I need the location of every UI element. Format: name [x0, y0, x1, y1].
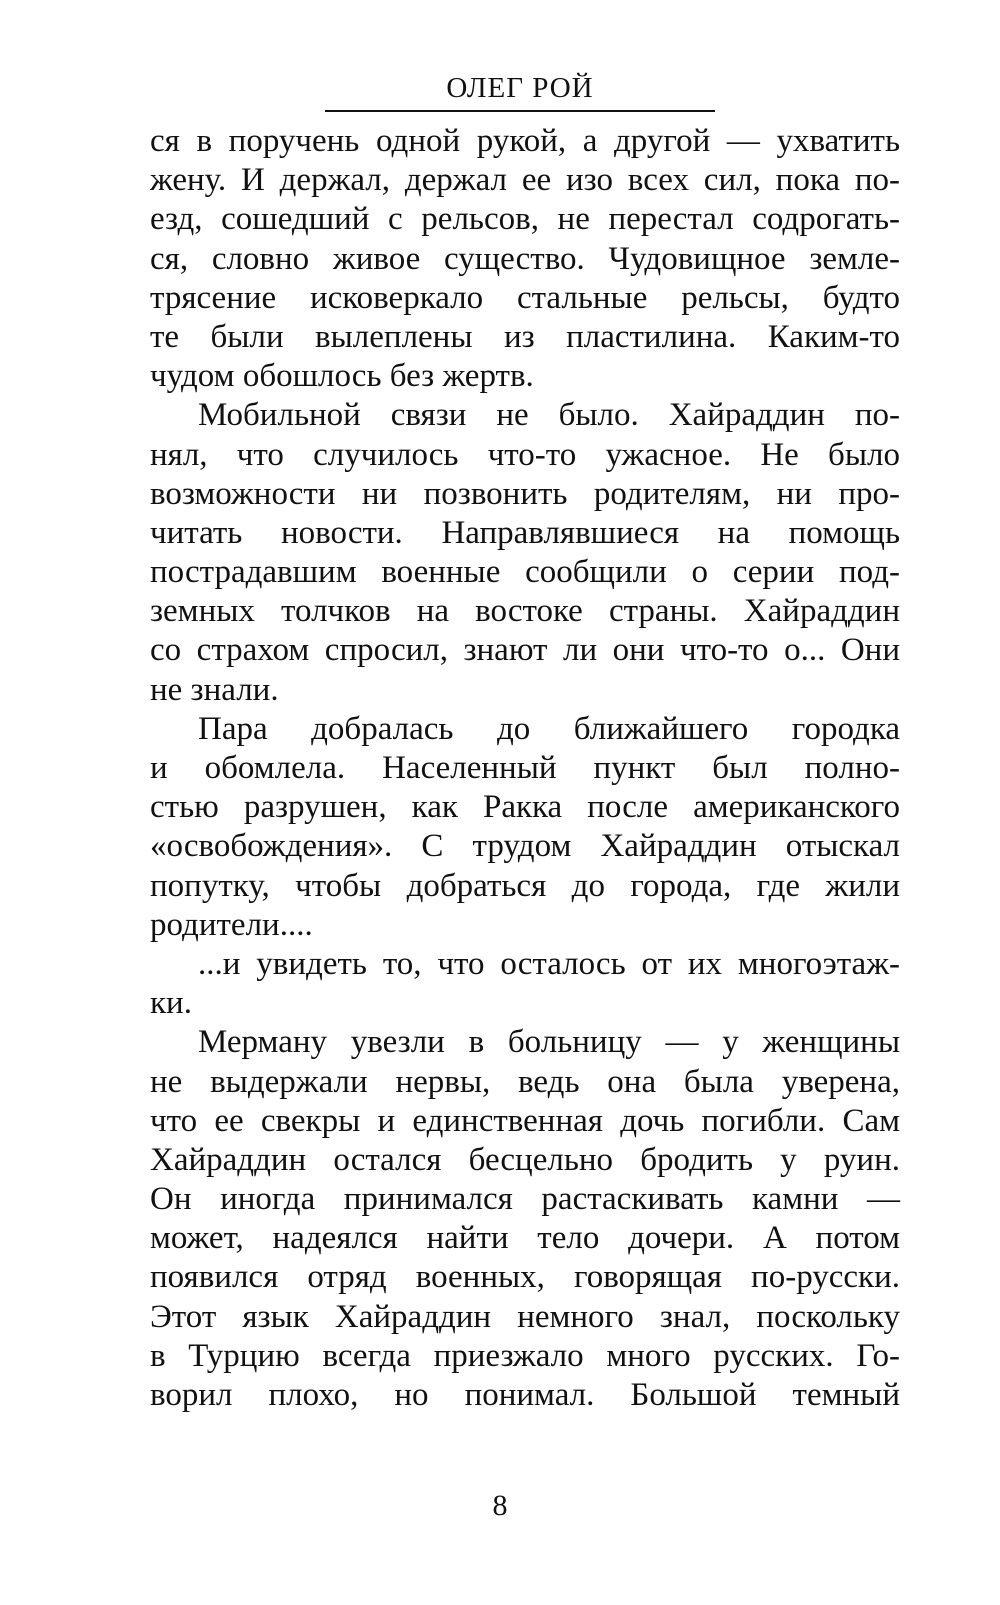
- text-line: «освобождения». С трудом Хайраддин отыскал: [150, 828, 900, 865]
- header-rule: [325, 110, 715, 112]
- text-line: ...и увидеть то, что осталось от их многоэтаж-: [198, 945, 900, 982]
- text-line: может, надеялся найти тело дочери. А потом: [150, 1220, 900, 1257]
- text-line: ворил плохо, но понимал. Большой темный: [150, 1377, 900, 1413]
- text-line: ся, словно живое существо. Чудовищное земле-: [150, 240, 900, 277]
- text-line: в Турцию всегда приезжало много русских. Го-: [150, 1337, 900, 1374]
- text-line: Хайраддин остался бесцельно бродить у руин.: [150, 1141, 900, 1178]
- text-line: Он иногда принимался растаскивать камни —: [150, 1181, 900, 1218]
- text-line: попутку, чтобы добраться до города, где жили: [150, 867, 900, 904]
- page-number: 8: [492, 1489, 508, 1522]
- text-line: читать новости. Направлявшиеся на помощь: [150, 514, 900, 551]
- text-line: Мобильной связи не было. Хайраддин по-: [198, 397, 900, 434]
- body-text: [150, 122, 900, 1415]
- text-line: ся в поручень одной рукой, а другой — ухватить: [150, 123, 900, 159]
- text-line: не выдержали нервы, ведь она была уверена,: [150, 1063, 900, 1100]
- text-line: езд, сошедший с рельсов, не перестал содрогать-: [150, 201, 900, 238]
- text-line: со страхом спросил, знают ли они что-то о... Они: [150, 632, 900, 669]
- text-line: чудом обошлось без жертв.: [150, 358, 534, 395]
- text-line: жену. И держал, держал ее изо всех сил, пока по-: [150, 162, 900, 199]
- text-line: трясение исковеркало стальные рельсы, будто: [150, 279, 900, 316]
- text-line: не знали.: [150, 671, 279, 708]
- text-line: пострадавшим военные сообщили о серии под-: [150, 554, 900, 591]
- text-line: Пара добралась до ближайшего городка: [198, 710, 900, 747]
- text-line: ки.: [150, 985, 192, 1022]
- text-line: Этот язык Хайраддин немного знал, поскольку: [150, 1298, 900, 1335]
- text-line: что ее свекры и единственная дочь погибли. Сам: [150, 1102, 900, 1139]
- text-line: появился отряд военных, говорящая по-русски.: [150, 1259, 900, 1296]
- text-line: земных толчков на востоке страны. Хайраддин: [150, 593, 900, 630]
- text-line: стью разрушен, как Ракка после американского: [150, 789, 900, 826]
- text-line: и обомлела. Населенный пункт был полно-: [150, 750, 900, 786]
- running-head-author: ОЛЕГ РОЙ: [446, 72, 594, 104]
- text-line: родители....: [150, 906, 313, 943]
- text-line: те были вылеплены из пластилина. Каким-то: [150, 318, 900, 355]
- text-line: нял, что случилось что-то ужасное. Не было: [150, 436, 900, 473]
- text-line: Мерману увезли в больницу — у женщины: [198, 1024, 900, 1061]
- text-line: возможности ни позвонить родителям, ни про-: [150, 475, 900, 512]
